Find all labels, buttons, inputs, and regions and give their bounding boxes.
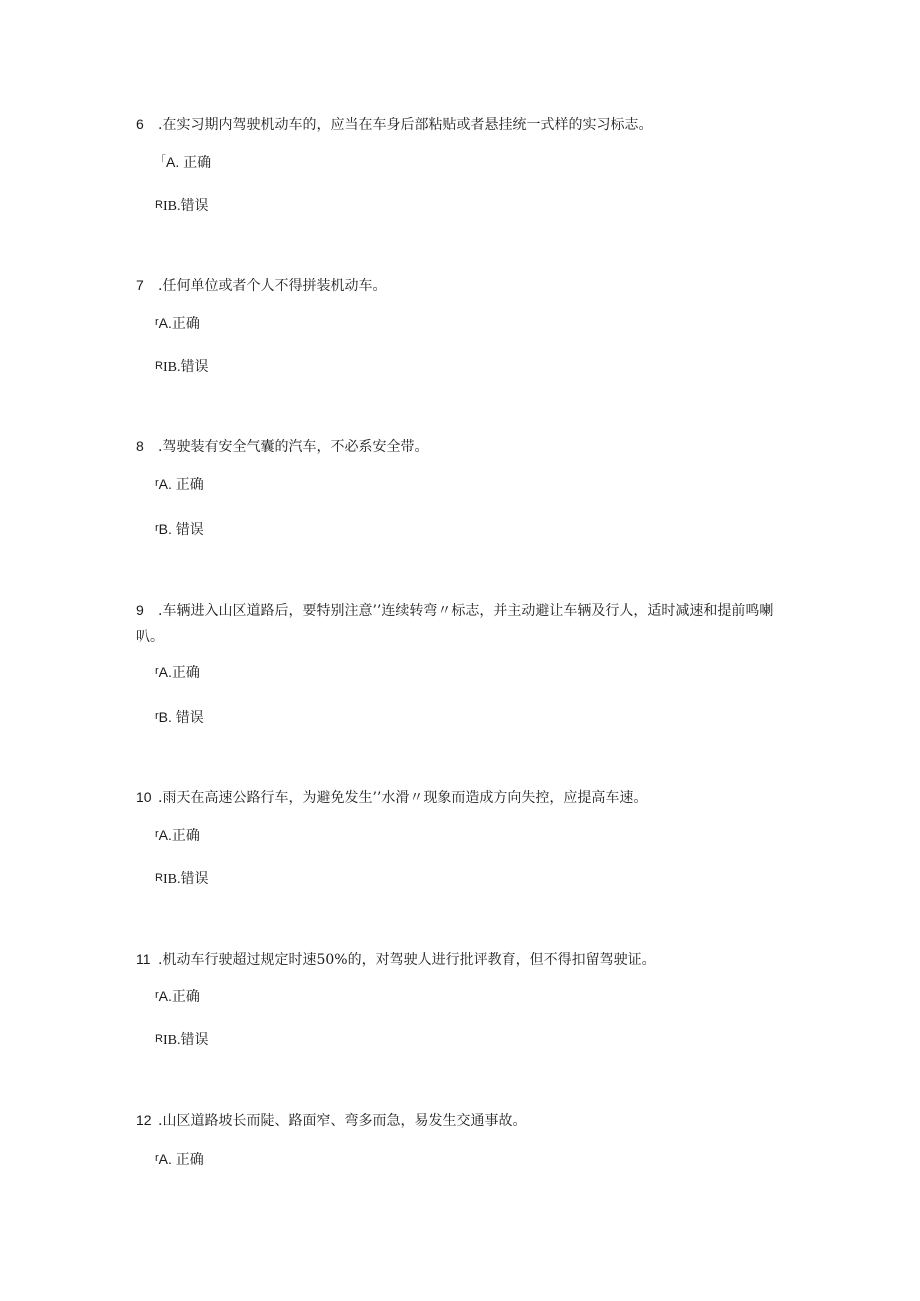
option-a[interactable] (155, 1149, 204, 1170)
question-number: 10 (136, 789, 152, 805)
option-label: A.正确 (158, 988, 200, 1004)
question-11 (136, 946, 656, 973)
option-label: A.正确 (158, 827, 200, 843)
question-text: .驾驶装有安全气囊的汽车，不必系安全带。 (158, 439, 429, 455)
question-text: .山区道路坡长而陡、路面窄、弯多而急，易发生交通事故。 (158, 1113, 527, 1129)
question-text: .雨天在高速公路行车，为避免发生’’水滑〃现象而造成方向失控，应提高车速。 (158, 790, 648, 806)
option-marker: r (155, 665, 159, 677)
question-number: 11 (136, 951, 151, 967)
option-label: B. 错误 (158, 521, 204, 537)
option-marker: r (155, 522, 159, 534)
question-8 (136, 433, 428, 460)
option-marker: R (155, 360, 163, 372)
option-label: A. 正确 (158, 1151, 204, 1167)
option-label: IB.错误 (162, 199, 209, 214)
option-b[interactable] (155, 196, 208, 217)
option-b[interactable] (155, 707, 204, 728)
option-label: A. 正确 (166, 154, 212, 170)
option-marker: r (155, 1152, 159, 1164)
option-a[interactable] (155, 825, 200, 846)
option-marker: r (155, 989, 159, 1001)
option-marker: r (155, 477, 159, 489)
option-b[interactable] (155, 1030, 208, 1051)
option-label: IB.错误 (162, 1033, 209, 1048)
question-6 (136, 111, 652, 138)
option-a[interactable] (155, 474, 204, 495)
question-number: 9 (136, 602, 144, 618)
question-7 (136, 272, 386, 299)
question-12 (136, 1107, 526, 1134)
option-marker: R (155, 872, 163, 884)
option-marker: 「 (155, 155, 166, 167)
question-number: 8 (136, 438, 144, 454)
question-text: .在实习期内驾驶机动车的，应当在车身后部粘贴或者悬挂统一式样的实习标志。 (158, 117, 653, 133)
option-b[interactable] (155, 357, 208, 378)
option-label: IB.错误 (162, 872, 209, 887)
question-number: 12 (136, 1112, 152, 1128)
question-text: .车辆进入山区道路后，要特别注意’’连续转弯〃标志，并主动避让车辆及行人，适时减速和提前鸣喇叭。 (136, 603, 774, 645)
option-a[interactable] (155, 986, 200, 1007)
option-marker: r (155, 316, 159, 328)
option-b[interactable] (155, 869, 208, 890)
option-label: A.正确 (158, 315, 200, 331)
option-label: B. 错误 (158, 709, 204, 725)
question-text: .机动车行驶超过规定时速50%的，对驾驶人进行批评教育，但不得扣留驾驶证。 (158, 952, 656, 968)
option-label: A. 正确 (158, 476, 204, 492)
option-marker: r (155, 828, 159, 840)
option-marker: R (155, 1033, 163, 1045)
option-marker: R (155, 199, 163, 211)
option-label: A.正确 (158, 664, 200, 680)
question-9 (136, 597, 796, 650)
option-b[interactable] (155, 519, 204, 540)
option-label: IB.错误 (162, 360, 209, 375)
option-marker: r (155, 710, 159, 722)
option-a[interactable] (155, 313, 200, 334)
question-text: .任何单位或者个人不得拼装机动车。 (158, 278, 387, 294)
question-number: 7 (136, 277, 144, 293)
option-a[interactable] (155, 152, 211, 173)
question-number: 6 (136, 116, 144, 132)
option-a[interactable] (155, 662, 200, 683)
question-10 (136, 784, 647, 811)
